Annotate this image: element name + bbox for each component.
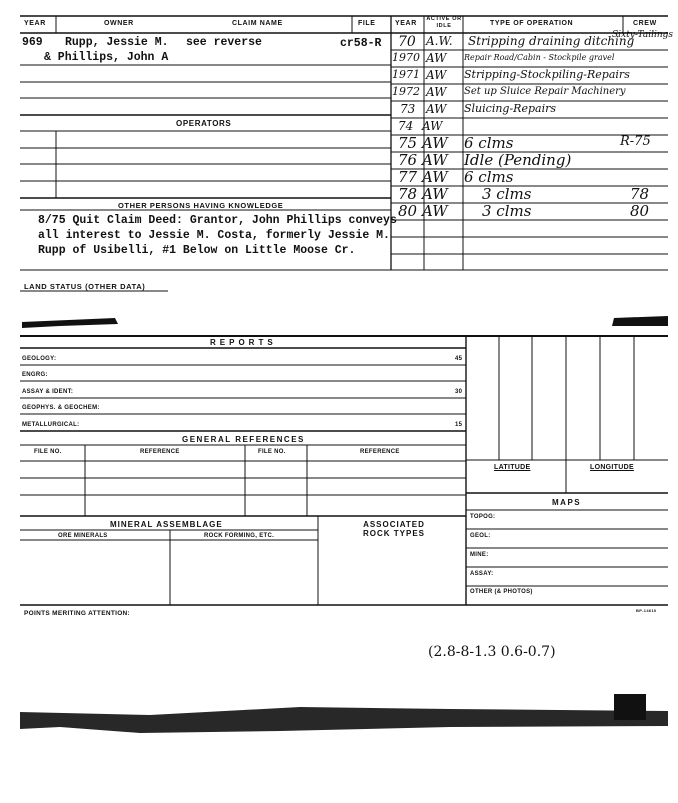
op-type: Repair Road/Cabin - Stockpile gravel (464, 53, 615, 62)
ore-minerals-label: ORE MINERALS (58, 533, 108, 539)
op-year: 1970 (392, 51, 420, 64)
op-type: 3 clms (482, 202, 532, 220)
latitude-label: LATITUDE (494, 464, 531, 471)
report-num-metallurgical: 15 (455, 422, 463, 428)
op-crew: 80 (630, 202, 650, 220)
report-label-metallurgical: METALLURGICAL: (22, 422, 80, 428)
map-topog: TOPOG: (470, 514, 496, 520)
op-status: AW (426, 85, 447, 99)
op-year: 78 (398, 185, 418, 203)
op-status: AW (422, 202, 448, 220)
op-type: Idle (Pending) (464, 151, 572, 169)
knowledge-line-1: 8/75 Quit Claim Deed: Grantor, John Phillips conveys (38, 214, 397, 227)
op-crew: R-75 (620, 134, 651, 149)
operators-label: OPERATORS (176, 119, 232, 128)
rock-forming-label: ROCK FORMING, ETC. (204, 533, 275, 539)
op-year: 75 (398, 134, 418, 152)
header-year: YEAR (24, 20, 46, 27)
op-type: 3 clms (482, 185, 532, 203)
op-status: AW (422, 168, 448, 186)
reports-title: REPORTS (210, 338, 277, 347)
land-status-label: LAND STATUS (OTHER DATA) (24, 282, 146, 291)
header-claim-name: CLAIM NAME (232, 20, 283, 27)
points-meriting-attention-label: POINTS MERITING ATTENTION: (24, 610, 131, 617)
op-year: 76 (398, 151, 418, 169)
claim-name-value: see reverse (186, 36, 262, 49)
general-references-title: GENERAL REFERENCES (182, 435, 305, 444)
op-type: 6 clms (464, 134, 514, 152)
op-status: AW (426, 68, 447, 82)
associated-rock-types-label: ASSOCIATED ROCK TYPES (362, 520, 425, 538)
op-year: 73 (400, 102, 416, 116)
ref-reference: REFERENCE (140, 449, 180, 455)
maps-title: MAPS (552, 498, 582, 507)
op-crew: 78 (630, 185, 650, 203)
file-value: cr58-R (340, 37, 382, 50)
op-status: AW (422, 151, 448, 169)
op-type: Sluicing-Repairs (464, 102, 556, 115)
header-crew: CREW (633, 20, 657, 27)
op-crew: Sixty-Tailings (612, 30, 674, 40)
header-file: FILE (358, 20, 376, 27)
header-type-of-operation: TYPE OF OPERATION (490, 20, 574, 27)
form-number: BP-14610 (636, 608, 657, 613)
header-owner: OWNER (104, 20, 134, 27)
op-year: 74 (398, 119, 414, 133)
owner-line-2: & Phillips, John A (44, 51, 169, 64)
ref-file-no: FILE NO. (34, 449, 62, 455)
report-label-geology: GEOLOGY: (22, 356, 57, 362)
op-year: 70 (398, 34, 416, 50)
op-type: 6 clms (464, 168, 514, 186)
handwritten-note: (2.8-8-1.3 0.6-0.7) (428, 644, 556, 660)
knowledge-line-2: all interest to Jessie M. Costa, formerly Jessie M. (38, 229, 390, 242)
op-type: Stripping-Stockpiling-Repairs (464, 68, 630, 81)
longitude-label: LONGITUDE (590, 464, 634, 471)
header-active-idle: ACTIVE OR IDLE (426, 16, 462, 29)
operations-list (392, 30, 674, 270)
report-label-engrg: ENGRG: (22, 372, 48, 378)
map-other: OTHER (& PHOTOS) (470, 589, 533, 595)
owner-line-1: Rupp, Jessie M. (65, 36, 169, 49)
op-year: 1971 (392, 68, 420, 81)
knowledge-label: OTHER PERSONS HAVING KNOWLEDGE (118, 201, 284, 210)
op-status: AW (422, 119, 443, 133)
op-status: AW (422, 185, 448, 203)
op-type: Set up Sluice Repair Machinery (464, 86, 626, 97)
report-label-geophys: GEOPHYS. & GEOCHEM: (22, 405, 100, 411)
report-num-geology: 45 (455, 356, 463, 362)
op-year: 80 (398, 202, 418, 220)
op-status: AW (426, 51, 447, 65)
op-type: Stripping draining ditching (468, 34, 635, 48)
ref-file-no-2: FILE NO. (258, 449, 286, 455)
header-year-2: YEAR (395, 20, 417, 27)
report-num-assay: 30 (455, 389, 463, 395)
record-year: 969 (22, 36, 43, 49)
op-year: 1972 (392, 85, 420, 98)
map-mine: MINE: (470, 552, 489, 558)
report-label-assay: ASSAY & IDENT: (22, 389, 74, 395)
map-geol: GEOL: (470, 533, 491, 539)
knowledge-line-3: Rupp of Usibelli, #1 Below on Little Moose Cr. (38, 244, 356, 257)
map-assay: ASSAY: (470, 571, 494, 577)
op-status: AW (422, 134, 448, 152)
ref-reference-2: REFERENCE (360, 449, 400, 455)
mineral-assemblage-title: MINERAL ASSEMBLAGE (110, 520, 223, 529)
op-status: A.W. (426, 34, 453, 48)
op-status: AW (426, 102, 447, 116)
op-year: 77 (398, 168, 418, 186)
